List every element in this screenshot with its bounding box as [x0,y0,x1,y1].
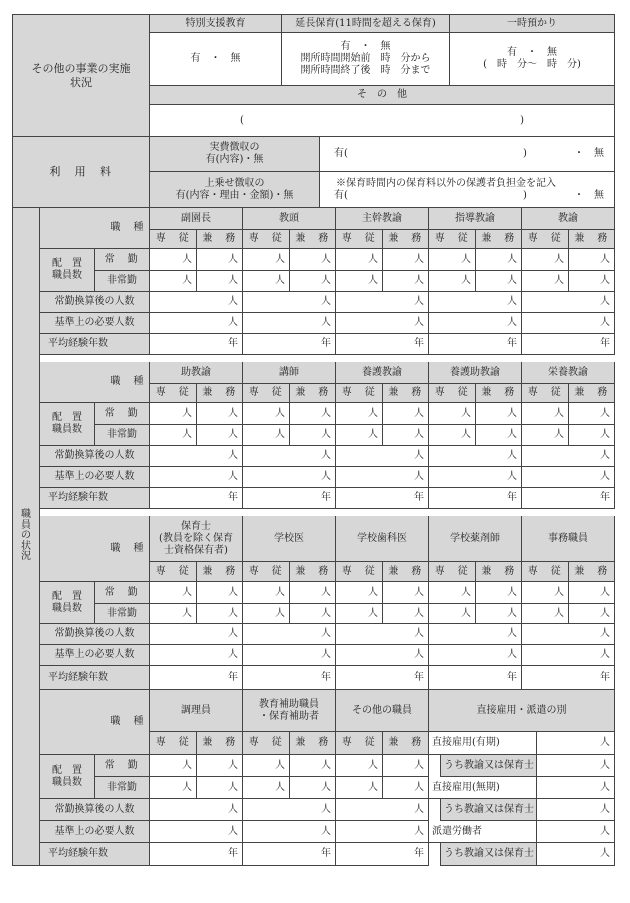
hijoukin-kenmu-input[interactable]: 人 [383,425,429,446]
kijun-input[interactable]: 人 [243,467,336,488]
sentsu-header: 専 従 [522,384,569,403]
kijun-input[interactable]: 人 [243,313,336,334]
staff-report-form [12,14,615,866]
hijoukin-sentsu-input[interactable]: 人 [243,425,290,446]
extra-fee-line [334,190,604,202]
kansan-input[interactable]: 人 [243,446,336,467]
joukin-sentsu-input[interactable]: 人 [336,582,383,604]
joukin-kenmu-input[interactable]: 人 [476,582,522,604]
joukin-sentsu-input[interactable]: 人 [150,403,197,425]
cell-line: 実費徴収の [209,142,260,153]
hijoukin-sentsu-input[interactable]: 人 [522,604,569,624]
direct-item-input[interactable]: 人 [537,821,615,843]
shokushu-label: 職 種 [40,690,150,755]
kenmu-header: 兼 務 [569,384,615,403]
cell-text: 有( [334,148,348,159]
kansan-input[interactable]: 人 [150,624,243,645]
hijoukin-sentsu-input[interactable]: 人 [522,425,569,446]
hijoukin-sentsu-input[interactable]: 人 [336,425,383,446]
hijoukin-kenmu-input[interactable]: 人 [476,425,522,446]
cell-line: 開所時間開始前 時 分から [300,53,431,64]
haichi-label [40,249,95,292]
kenmu-header: 兼 務 [197,384,243,403]
hijoukin-kenmu-input[interactable]: 人 [476,271,522,292]
hijoukin-kenmu-input[interactable]: 人 [197,271,243,292]
hijoukin-kenmu-input[interactable]: 人 [290,271,336,292]
cell-text: ) [520,114,524,126]
sentsu-header: 専 従 [336,230,383,249]
heikin-label: 平均経験年数 [40,843,150,866]
hijoukin-kenmu-input[interactable]: 人 [383,271,429,292]
cell-text: ・ 無 [574,148,604,159]
sentsu-header: 専 従 [243,230,290,249]
direct-item-input[interactable]: 人 [537,799,615,821]
joukin-kenmu-input[interactable]: 人 [197,403,243,425]
joukin-kenmu-input[interactable]: 人 [476,249,522,271]
joukin-kenmu-input[interactable]: 人 [290,582,336,604]
kijun-input[interactable]: 人 [243,821,336,843]
job-header: その他の職員 [336,690,429,732]
kansan-input[interactable]: 人 [429,624,522,645]
joukin-sentsu-input[interactable]: 人 [243,249,290,271]
other-label: そ の 他 [150,86,615,105]
cell-line: 上乗せ徴収の [204,177,265,189]
hijoukin-kenmu-input[interactable]: 人 [290,425,336,446]
direct-item-label: うち教諭又は保育士 [440,755,537,777]
kijun-label: 基準上の必要人数 [40,313,150,334]
hijoukin-kenmu-input[interactable]: 人 [197,777,243,799]
ichiji-value[interactable] [450,33,615,86]
kijun-label: 基準上の必要人数 [40,821,150,843]
cell-line: ・保育補助者 [259,710,319,722]
kenmu-header: 兼 務 [476,230,522,249]
hijoukin-sentsu-input[interactable]: 人 [150,604,197,624]
joukin-label: 常 勤 [95,403,150,425]
kenmu-header: 兼 務 [197,230,243,249]
kijun-input[interactable]: 人 [429,467,522,488]
cell-line: 有(内容)・無 [205,154,264,165]
cell-line: 士資格保有者) [164,544,228,556]
kansan-input[interactable]: 人 [336,799,429,821]
haichi-label [40,755,95,799]
sentsu-header: 専 従 [150,732,197,755]
hijoukin-kenmu-input[interactable]: 人 [383,777,429,799]
joukin-sentsu-input[interactable]: 人 [243,582,290,604]
kenmu-header: 兼 務 [197,732,243,755]
sentsu-header: 専 従 [243,384,290,403]
heikin-input[interactable]: 年 [150,666,243,690]
kijun-label: 基準上の必要人数 [40,467,150,488]
haichi-label [40,582,95,624]
kijun-input[interactable]: 人 [336,467,429,488]
kansan-input[interactable]: 人 [150,446,243,467]
joukin-sentsu-input[interactable]: 人 [150,755,197,777]
joukin-kenmu-input[interactable]: 人 [569,249,615,271]
job-header: 事務職員 [522,516,615,562]
heikin-input[interactable]: 年 [522,666,615,690]
shokushu-label: 職 種 [40,362,150,403]
joukin-sentsu-input[interactable]: 人 [243,403,290,425]
job-header: 栄養教諭 [522,362,615,384]
joukin-sentsu-input[interactable]: 人 [522,582,569,604]
heikin-input[interactable]: 年 [336,334,429,355]
cell-line: 有 ・ 無 [340,41,391,52]
kansan-input[interactable]: 人 [150,799,243,821]
joukin-sentsu-input[interactable]: 人 [150,249,197,271]
shokushu-label: 職 種 [40,516,150,582]
joukin-kenmu-input[interactable]: 人 [197,582,243,604]
kijun-input[interactable]: 人 [150,821,243,843]
hijoukin-sentsu-input[interactable]: 人 [522,271,569,292]
hijoukin-kenmu-input[interactable]: 人 [197,604,243,624]
joukin-sentsu-input[interactable]: 人 [150,582,197,604]
joukin-sentsu-input[interactable]: 人 [429,249,476,271]
joukin-sentsu-input[interactable]: 人 [522,403,569,425]
hijoukin-kenmu-input[interactable]: 人 [569,604,615,624]
kansan-label: 常勤換算後の人数 [40,292,150,313]
job-header: 養護教諭 [336,362,429,384]
joukin-sentsu-input[interactable]: 人 [429,582,476,604]
sentsu-header: 専 従 [150,230,197,249]
kijun-label: 基準上の必要人数 [40,645,150,666]
kijun-input[interactable]: 人 [336,313,429,334]
extra-fee-label [150,172,320,208]
shokushu-label: 職 種 [40,208,150,249]
kenmu-header: 兼 務 [383,732,429,755]
hijoukin-sentsu-input[interactable]: 人 [336,271,383,292]
cell-line: 配 置 [52,764,82,776]
kansan-input[interactable]: 人 [336,624,429,645]
joukin-kenmu-input[interactable]: 人 [197,755,243,777]
heikin-input[interactable]: 年 [336,843,429,866]
cell-text: ※保育時間内の保育料以外の保護者負担金を記入 [336,177,556,189]
joukin-kenmu-input[interactable]: 人 [383,755,429,777]
kijun-input[interactable]: 人 [429,645,522,666]
job-header: 講師 [243,362,336,384]
joukin-kenmu-input[interactable]: 人 [383,249,429,271]
cell-line: 配 置 [52,258,82,269]
direct-item-input[interactable]: 人 [537,732,615,755]
kenmu-header: 兼 務 [383,562,429,582]
heikin-label: 平均経験年数 [40,488,150,509]
hijoukin-sentsu-input[interactable]: 人 [429,271,476,292]
haichi-label [40,403,95,446]
cell-line: 教育補助職員 [259,698,319,710]
hijoukin-sentsu-input[interactable]: 人 [429,425,476,446]
sentsu-header: 専 従 [336,562,383,582]
hijoukin-kenmu-input[interactable]: 人 [197,425,243,446]
heikin-input[interactable]: 年 [429,488,522,509]
hijoukin-kenmu-input[interactable]: 人 [290,777,336,799]
kansan-input[interactable]: 人 [429,446,522,467]
cell-text: ・ 無 [574,189,604,201]
heikin-input[interactable]: 年 [243,843,336,866]
cell-line: 保育士 [181,520,211,532]
heikin-input[interactable]: 年 [243,488,336,509]
direct-item-label: 直接雇用(無期) [429,777,537,799]
joukin-sentsu-input[interactable]: 人 [522,249,569,271]
kijun-input[interactable]: 人 [336,821,429,843]
kansan-input[interactable]: 人 [243,624,336,645]
hijoukin-label: 非常勤 [95,425,150,446]
kijun-input[interactable]: 人 [336,645,429,666]
actual-fee-label [150,137,320,172]
sentsu-header: 専 従 [243,732,290,755]
header-ichiji: 一時預かり [450,14,615,33]
joukin-label: 常 勤 [95,582,150,604]
job-header: 教頭 [243,208,336,230]
sentsu-header: 専 従 [150,562,197,582]
sentsu-header: 専 従 [150,384,197,403]
kenmu-header: 兼 務 [197,562,243,582]
direct-item-input[interactable]: 人 [537,777,615,799]
tokubetsu-value[interactable]: 有 ・ 無 [150,33,282,86]
kenmu-header: 兼 務 [290,230,336,249]
cell-line: 職員数 [52,424,82,435]
cell-text: ) [523,148,527,159]
cell-line: 配 置 [52,412,82,423]
joukin-sentsu-input[interactable]: 人 [429,403,476,425]
hijoukin-label: 非常勤 [95,271,150,292]
cell-line: 配 置 [52,590,82,602]
heikin-input[interactable]: 年 [150,488,243,509]
heikin-input[interactable]: 年 [243,334,336,355]
kijun-input[interactable]: 人 [522,313,615,334]
direct-item-input[interactable]: 人 [537,843,615,866]
kijun-input[interactable]: 人 [150,467,243,488]
kenmu-header: 兼 務 [476,384,522,403]
kansan-input[interactable]: 人 [336,446,429,467]
fees-label: 利 用 料 [12,137,150,208]
direct-header: 直接雇用・派遣の別 [429,690,615,732]
job-header: 指導教諭 [429,208,522,230]
joukin-kenmu-input[interactable]: 人 [383,582,429,604]
joukin-kenmu-input[interactable]: 人 [569,403,615,425]
kijun-input[interactable]: 人 [150,313,243,334]
job-header: 助教諭 [150,362,243,384]
hijoukin-sentsu-input[interactable]: 人 [243,271,290,292]
direct-item-label: 派遣労働者 [429,821,537,843]
cell-line: ( 時 分～ 時 分) [483,59,581,70]
kansan-input[interactable]: 人 [522,624,615,645]
job-header: 副園長 [150,208,243,230]
kansan-input[interactable]: 人 [522,446,615,467]
job-header: 主幹教諭 [336,208,429,230]
sentsu-header: 専 従 [429,384,476,403]
heikin-label: 平均経験年数 [40,666,150,690]
direct-item-input[interactable]: 人 [537,755,615,777]
hijoukin-sentsu-input[interactable]: 人 [150,425,197,446]
heikin-input[interactable]: 年 [522,488,615,509]
heikin-label: 平均経験年数 [40,334,150,355]
kijun-input[interactable]: 人 [150,645,243,666]
kansan-input[interactable]: 人 [150,292,243,313]
job-header: 調理員 [150,690,243,732]
other-value[interactable] [150,105,615,137]
kijun-input[interactable]: 人 [522,467,615,488]
kenmu-header: 兼 務 [290,732,336,755]
direct-item-label: うち教諭又は保育士 [440,843,537,866]
kansan-input[interactable]: 人 [522,292,615,313]
heikin-input[interactable]: 年 [243,666,336,690]
hijoukin-sentsu-input[interactable]: 人 [336,604,383,624]
job-header: 教諭 [522,208,615,230]
cell-text: 有( [334,189,348,201]
kansan-label: 常勤換算後の人数 [40,799,150,821]
sentsu-header: 専 従 [429,562,476,582]
kansan-input[interactable]: 人 [243,292,336,313]
job-header: 養護助教諭 [429,362,522,384]
cell-line: 職員数 [52,270,82,281]
heikin-input[interactable]: 年 [522,334,615,355]
joukin-label: 常 勤 [95,755,150,777]
hijoukin-label: 非常勤 [95,604,150,624]
hijoukin-kenmu-input[interactable]: 人 [476,604,522,624]
header-tokubetsu: 特別支援教育 [150,14,282,33]
joukin-kenmu-input[interactable]: 人 [290,403,336,425]
kansan-input[interactable]: 人 [243,799,336,821]
cell-line: 職員数 [52,602,82,614]
direct-item-label: 直接雇用(有期) [429,732,537,755]
cell-line: 職員数 [52,776,82,788]
cell-line: 有 ・ 無 [507,47,557,58]
heikin-input[interactable]: 年 [150,334,243,355]
joukin-kenmu-input[interactable]: 人 [569,582,615,604]
joukin-sentsu-input[interactable]: 人 [336,755,383,777]
heikin-input[interactable]: 年 [336,666,429,690]
heikin-input[interactable]: 年 [429,666,522,690]
kenmu-header: 兼 務 [476,562,522,582]
sentsu-header: 専 従 [429,230,476,249]
hijoukin-label: 非常勤 [95,777,150,799]
extra-fee-value[interactable] [320,172,615,208]
hijoukin-kenmu-input[interactable]: 人 [290,604,336,624]
staff-section-label: 職員の状況 [12,208,40,866]
kenmu-header: 兼 務 [569,562,615,582]
hijoukin-kenmu-input[interactable]: 人 [569,271,615,292]
heikin-input[interactable]: 年 [336,488,429,509]
joukin-kenmu-input[interactable]: 人 [476,403,522,425]
job-header: 学校薬剤師 [429,516,522,562]
cell-line: (教員を除く保育 [159,532,233,544]
joukin-sentsu-input[interactable]: 人 [243,755,290,777]
sentsu-header: 専 従 [522,562,569,582]
sentsu-header: 専 従 [336,732,383,755]
sentsu-header: 専 従 [336,384,383,403]
job-header: 学校医 [243,516,336,562]
kansan-label: 常勤換算後の人数 [40,624,150,645]
joukin-kenmu-input[interactable]: 人 [383,403,429,425]
hijoukin-sentsu-input[interactable]: 人 [243,604,290,624]
kijun-input[interactable]: 人 [429,313,522,334]
other-business-label: その他の事業の実施状況 [12,14,150,137]
kijun-input[interactable]: 人 [243,645,336,666]
kenmu-header: 兼 務 [290,384,336,403]
enchou-value[interactable] [282,33,450,86]
hijoukin-sentsu-input[interactable]: 人 [150,271,197,292]
actual-fee-value[interactable] [320,137,615,172]
joukin-kenmu-input[interactable]: 人 [197,249,243,271]
hijoukin-kenmu-input[interactable]: 人 [569,425,615,446]
cell-text: ) [523,189,527,201]
joukin-kenmu-input[interactable]: 人 [290,755,336,777]
joukin-kenmu-input[interactable]: 人 [290,249,336,271]
kijun-input[interactable]: 人 [522,645,615,666]
header-enchou: 延長保育(11時間を超える保育) [282,14,450,33]
hijoukin-kenmu-input[interactable]: 人 [383,604,429,624]
hijoukin-sentsu-input[interactable]: 人 [243,777,290,799]
sentsu-header: 専 従 [522,230,569,249]
hijoukin-sentsu-input[interactable]: 人 [429,604,476,624]
joukin-label: 常 勤 [95,249,150,271]
joukin-sentsu-input[interactable]: 人 [336,403,383,425]
heikin-input[interactable]: 年 [429,334,522,355]
joukin-sentsu-input[interactable]: 人 [336,249,383,271]
kansan-input[interactable]: 人 [336,292,429,313]
kenmu-header: 兼 務 [383,384,429,403]
direct-item-label: うち教諭又は保育士 [440,799,537,821]
hijoukin-sentsu-input[interactable]: 人 [336,777,383,799]
kansan-label: 常勤換算後の人数 [40,446,150,467]
heikin-input[interactable]: 年 [150,843,243,866]
job-header: 学校歯科医 [336,516,429,562]
kenmu-header: 兼 務 [569,230,615,249]
job-header [150,516,243,562]
kansan-input[interactable]: 人 [429,292,522,313]
job-header [243,690,336,732]
cell-line: 有(内容・理由・金額)・無 [175,189,294,201]
sentsu-header: 専 従 [243,562,290,582]
kenmu-header: 兼 務 [383,230,429,249]
cell-line: 開所時間終了後 時 分まで [300,65,431,76]
hijoukin-sentsu-input[interactable]: 人 [150,777,197,799]
cell-text: ( [240,114,244,126]
kenmu-header: 兼 務 [290,562,336,582]
